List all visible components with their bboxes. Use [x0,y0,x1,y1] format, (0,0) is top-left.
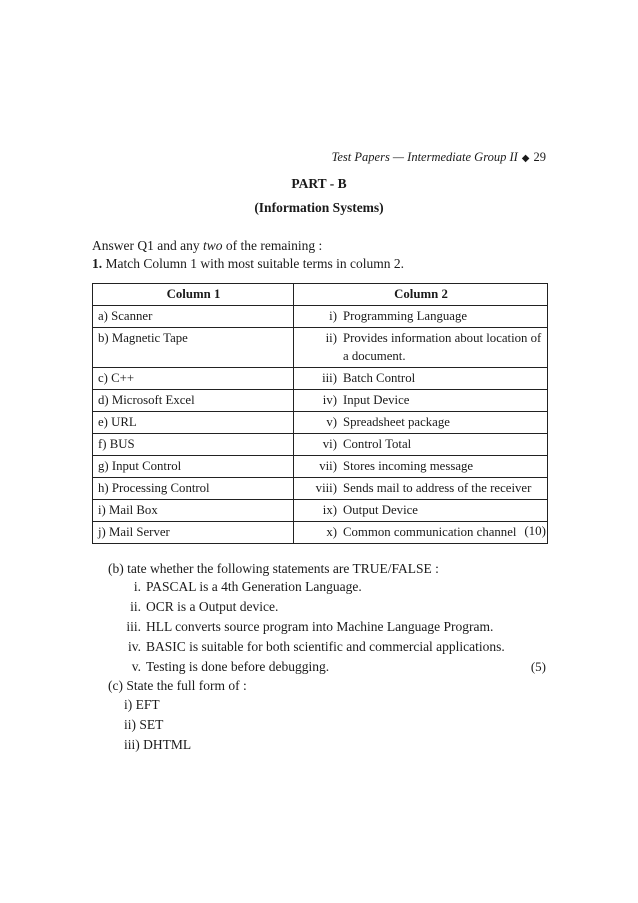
column-2-cell [294,390,548,412]
statement-number: ii. [130,599,141,614]
column-2-text: Spreadsheet package [343,415,450,429]
statement-item [113,619,546,635]
roman-numeral: viii) [315,481,337,495]
part-c-heading: (c) State the full form of : [108,678,247,693]
column-1-cell: f) BUS [93,434,294,456]
marks-q1: (10) [524,523,546,538]
match-table [92,283,548,544]
roman-numeral: ii) [325,331,337,345]
statement-number: i. [133,579,141,594]
full-form-item: ii) SET [124,717,164,732]
instruction-emphasis: two [202,238,223,253]
column-2-text: Common communication channel [343,525,517,539]
roman-numeral: i) [329,309,337,323]
question-text: Match Column 1 with most suitable terms in column 2. [102,256,404,271]
column-2-text: Stores incoming message [343,459,474,473]
column-2-text: Output Device [343,503,418,517]
section-subtitle: (Information Systems) [254,200,384,215]
column-2-text: Batch Control [343,371,416,385]
instruction [92,238,322,254]
column-2-cell [294,368,548,390]
table-row [93,500,548,522]
column-2-cell [294,456,548,478]
roman-numeral: v) [326,415,337,429]
column-2-text: Provides information about location of a document. [343,331,542,363]
table-row [93,478,548,500]
statement-item [113,639,546,655]
column-2-header: Column 2 [294,284,548,306]
column-1-cell: d) Microsoft Excel [93,390,294,412]
column-1-cell: h) Processing Control [93,478,294,500]
column-1-cell: g) Input Control [93,456,294,478]
roman-numeral: vii) [319,459,337,473]
column-2-cell [294,412,548,434]
instruction-pre: Answer Q1 and any [92,238,203,253]
column-1-header: Column 1 [93,284,294,306]
column-1-cell: j) Mail Server [93,522,294,544]
statement-item [113,579,546,595]
statement-number: v. [131,659,141,674]
column-1-cell: b) Magnetic Tape [93,328,294,368]
table-row [93,390,548,412]
column-1-cell: c) C++ [93,368,294,390]
header-text: Test Papers — Intermediate Group II [331,150,518,164]
statement-text: Testing is done before debugging. [146,659,330,674]
roman-numeral: iii) [322,371,337,385]
column-2-cell [294,328,548,368]
column-2-cell [294,434,548,456]
table-row [93,412,548,434]
statement-text: PASCAL is a 4th Generation Language. [146,579,362,594]
column-1-cell: e) URL [93,412,294,434]
table-row [93,434,548,456]
statement-text: OCR is a Output device. [146,599,279,614]
table-header-row [93,284,548,306]
page-number: 29 [533,150,546,164]
roman-numeral: x) [326,525,337,539]
instruction-post: of the remaining : [222,238,323,253]
full-form-item: i) EFT [124,697,160,712]
statement-text: HLL converts source program into Machine Language Program. [146,619,494,634]
column-2-text: Input Device [343,393,410,407]
statement-number: iv. [128,639,141,654]
roman-numeral: iv) [322,393,337,407]
statement-item [113,659,546,675]
roman-numeral: vi) [322,437,337,451]
table-row [93,456,548,478]
table-row [93,522,548,544]
statement-item [113,599,546,615]
statement-text: BASIC is suitable for both scientific and commercial applications. [146,639,505,654]
marks-part-b: (5) [530,659,546,674]
column-2-cell [294,306,548,328]
roman-numeral: ix) [322,503,337,517]
column-1-cell: a) Scanner [93,306,294,328]
full-form-item: iii) DHTML [124,737,192,752]
running-header [332,150,546,165]
column-2-text: Programming Language [343,309,468,323]
table-row [93,306,548,328]
question-1 [92,256,404,272]
table-row [93,368,548,390]
diamond-icon: ◆ [521,153,530,164]
column-1-cell: i) Mail Box [93,500,294,522]
column-2-cell [294,522,548,544]
part-title: PART - B [291,176,347,191]
part-b-heading: (b) tate whether the following statements are TRUE/FALSE : [108,561,439,576]
column-2-text: Sends mail to address of the receiver [343,481,532,495]
column-2-cell [294,478,548,500]
column-2-cell [294,500,548,522]
table-row [93,328,548,368]
statement-number: iii. [126,619,141,634]
question-number: 1. [92,256,103,271]
column-2-text: Control Total [343,437,412,451]
